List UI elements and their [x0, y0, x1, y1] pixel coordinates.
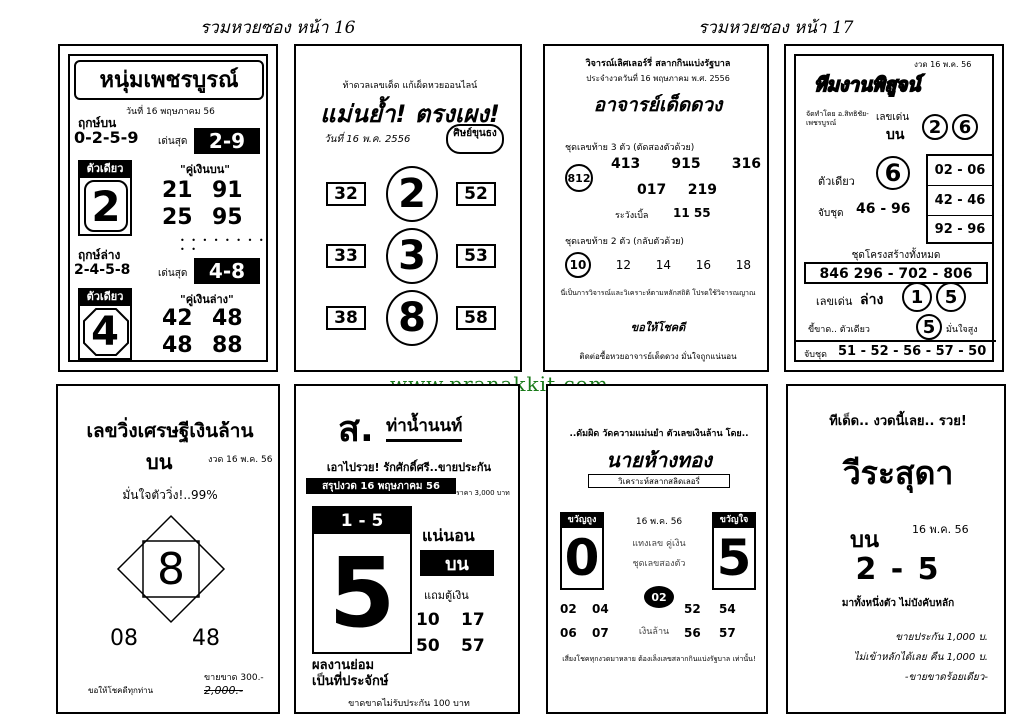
hot-position: บน [886, 127, 905, 143]
watch-label: ระวังเบิ้ล [615, 211, 649, 221]
date-text: ประจำงวดวันที่ 16 พฤษภาคม พ.ศ. 2556 [586, 74, 730, 83]
pair-numbers: 46 - 96 [856, 201, 911, 217]
watch-numbers: 11 55 [673, 206, 711, 220]
page-header-left: รวมหวยซอง หน้า 16 [200, 18, 356, 38]
signature: ขอให้โชคดี [630, 321, 686, 334]
pair-bottom-1: 42 [162, 306, 193, 331]
left-num: 38 [326, 306, 366, 330]
title-prefix: ส. [338, 409, 374, 450]
date-text: วันที่ 16 พ.ค. 2556 [324, 134, 411, 145]
panel-title: หนุ่มเพชรบูรณ์ [74, 60, 264, 100]
price-line: ไม่เข้าหลักได้เลย คืน 1,000 บ. [853, 652, 988, 663]
pair-label-bottom: "คู่เงินล่าง" [180, 293, 234, 306]
position-label: บน [850, 528, 880, 553]
right-row: 02 - 06 [928, 156, 992, 186]
price-text: ขายขาด 300.- [204, 673, 264, 683]
bonus-pair: 17 [461, 610, 485, 630]
set-numbers: 51 - 52 - 56 - 57 - 50 [838, 344, 987, 359]
date-text: 16 พ.ค. 56 [912, 523, 969, 536]
panel-nai-hang-thong [546, 384, 768, 714]
bonus-pair: 50 [416, 636, 440, 656]
right-row: 42 - 46 [928, 186, 992, 216]
struct-numbers: 846 296 - 702 - 806 [804, 262, 988, 284]
right-digit: 5 [712, 526, 756, 590]
footer-text: ขาดขาดไม่รับประกัน 100 บาท [348, 699, 470, 709]
pair-label-top: "คู่เงินบน" [180, 163, 230, 176]
right-num: 57 [719, 626, 736, 640]
right-label: ขวัญใจ [712, 512, 756, 526]
right-num: 52 [684, 602, 701, 616]
pair-top-2: 91 [212, 178, 243, 203]
low-num-1: 1 [902, 282, 932, 312]
right-num: 58 [456, 306, 496, 330]
pair-label: 1 - 5 [314, 508, 410, 534]
bonus-label: แถมตู้เงิน [424, 589, 469, 602]
panel-title: วีระสุดา [842, 454, 954, 492]
main-digit: 5 [328, 537, 396, 649]
panel-inner-frame [794, 54, 994, 362]
panel-ajarn-detduang [543, 44, 769, 372]
two-num-circled: 10 [565, 252, 591, 278]
result-text: ผลงานย่อม เป็นที่ประจักษ์ [312, 658, 389, 689]
panel-title: แม่นย้ำ! ตรงเผง! [320, 100, 500, 128]
struct-label: ชุดโครงสร้างทั้งหมด [851, 250, 941, 261]
price-line: -ขายขาดร้อยเดียว- [904, 672, 988, 683]
mid-text-1: แทงเลข คู่เงิน [632, 539, 686, 549]
single-label-top: ตัวเดียว [78, 160, 132, 176]
single-label: ตัวเดียว [818, 175, 855, 188]
right-num: 53 [456, 244, 496, 268]
footer-text: เสี่ยงโชคทุกงวดมาหลาย ต้องเล็งเลขสลากกินแบ่งรัฐบาล เท่านั้น! [562, 655, 756, 663]
pair-top-1: 21 [162, 178, 193, 203]
panel-num-phetchabun [58, 44, 278, 372]
slogan: เอาไปรวย! รักศักดิ์ศรี..ขายประกัน [326, 461, 492, 474]
date-bar: สรุปงวด 16 พฤษภาคม 56 [306, 478, 456, 494]
main-num: 2 [386, 166, 438, 222]
right-num: 54 [719, 602, 736, 616]
left-num: 02 [560, 602, 577, 616]
main-num: 3 [386, 228, 438, 284]
note-text: นี่เป็นการวิจารณ์และวิเคราะห์ตามหลักสถิติ โปรดใช้วิจารณญาณ [560, 289, 756, 297]
badge: ศิษย์ขุนธง [446, 124, 504, 154]
old-price-text: 2,000.- [204, 684, 243, 697]
left-label: ขวัญถูง [560, 512, 604, 526]
confirm-label: ขี้ขาด.. ตัวเดียว [808, 325, 870, 335]
row-1 [326, 166, 496, 226]
low-position: ล่าง [860, 292, 884, 308]
single-top-digit: 2 [84, 180, 128, 232]
circled-pair: 02 [644, 586, 674, 608]
three-num: 219 [687, 182, 717, 198]
left-num: 07 [592, 626, 609, 640]
three-row-2 [637, 182, 717, 198]
bless-text: ขอให้โชคดีทุกท่าน [88, 686, 154, 695]
tagline: ท้าดวลเลขเด็ด แก้เผ็ดหวยออนไลน์ [342, 81, 478, 91]
hot-top-box: 2-9 [194, 128, 260, 154]
bonus-pair: 57 [461, 636, 485, 656]
right-num: 52 [456, 182, 496, 206]
page-header-right: รวมหวยซอง หน้า 17 [698, 18, 854, 38]
right-numbers [684, 602, 754, 640]
two-digit-label: ชุดเลขท้าย 2 ตัว (กลับตัวด้วย) [565, 237, 684, 247]
panel-title: อาจารย์เด็ดดวง [593, 94, 723, 116]
dotted-divider: • • • • • • • • • • [180, 236, 266, 254]
panel-weera-suda [786, 384, 1006, 714]
two-num: 12 [615, 258, 631, 272]
right-num: 56 [684, 626, 701, 640]
single-bottom-digit: 4 [91, 309, 119, 355]
tagline: ทีเด็ด.. งวดนี้เลย.. รวย! [829, 414, 967, 429]
single-top-frame [78, 176, 132, 236]
pair-right: 48 [192, 626, 220, 651]
hot-num-1: 2 [922, 114, 948, 140]
date-text: งวด 16 พ.ค. 56 [208, 455, 273, 465]
circled-number: 812 [565, 164, 593, 192]
left-num: 06 [560, 626, 577, 640]
org-text: วิจารณ์เลิศเลอร์รี่ สลากกินแบ่งรัฐบาล [585, 59, 731, 69]
set-label: จับชุด [804, 350, 827, 360]
main-digit: 8 [157, 543, 185, 595]
pairs-top-grid [162, 178, 262, 230]
tagline: มั่นใจตัววิ่ง!..99% [122, 488, 218, 502]
pair-bottom-3: 48 [162, 333, 193, 358]
single-bottom-frame [78, 304, 132, 360]
two-num: 18 [735, 258, 751, 272]
main-box [312, 506, 412, 654]
mid-text-2: ชุดเลขสองตัว [632, 559, 686, 569]
sure-label: แน่นอน [422, 526, 475, 545]
position-box: บน [420, 550, 494, 576]
bottom-label: ฤกษ์ล่าง [78, 248, 121, 262]
hot-num-2: 6 [952, 114, 978, 140]
right-row: 92 - 96 [934, 222, 986, 237]
footer-text: ติดต่อซื้อหวยอาจารย์เด็ดดวง มั่นใจถูกแน่นอน [579, 352, 737, 361]
hot-bottom-box: 4-8 [194, 258, 260, 284]
bonus-pair: 10 [416, 610, 440, 630]
pair-top-3: 25 [162, 205, 193, 230]
two-num: 14 [655, 258, 671, 272]
price-list [854, 628, 988, 688]
three-num: 017 [637, 182, 667, 198]
title-name: ท่าน้ำนนท์ [386, 412, 462, 442]
two-num: 16 [695, 258, 711, 272]
single-digit: 6 [876, 156, 910, 190]
row-3 [326, 290, 496, 350]
position-label: บน [146, 450, 173, 474]
pair-left: 08 [110, 626, 138, 651]
subtitle: วิเคราะห์สลากสลิดเลอรี่ [588, 474, 730, 488]
pair-numbers: 2 - 5 [855, 552, 941, 587]
pair-top-4: 95 [212, 205, 243, 230]
bottom-sequence: 2-4-5-8 [74, 262, 131, 278]
date-text: วันที่ 16 พฤษภาคม 56 [126, 107, 215, 117]
left-num: 04 [592, 602, 609, 616]
note-text: มาทั้งหนึ่งตัว ไม่บังคับหลัก [841, 598, 955, 609]
three-num: 316 [731, 156, 761, 172]
panel-maen-yam [294, 44, 522, 372]
top-label: ฤกษ์บน [78, 116, 117, 130]
low-label: เลขเด่น [816, 295, 853, 308]
price-line: ขายประกัน 1,000 บ. [895, 632, 988, 643]
three-row-1 [611, 156, 761, 172]
left-num: 33 [326, 244, 366, 268]
hot-label-top: เด่นสุด [158, 136, 188, 147]
hot-label-bottom: เด่นสุด [158, 268, 188, 279]
pair-bottom-2: 48 [212, 306, 243, 331]
left-num: 32 [326, 182, 366, 206]
low-num-2: 5 [936, 282, 966, 312]
panel-tha-nam-non [294, 384, 520, 714]
subtitle: จัดทำโดย อ.สิทธิชัย-เพชรบูรณ์ [806, 110, 869, 127]
pairs-bottom-grid [162, 306, 262, 358]
panel-title: เลขวิ่งเศรษฐีเงินล้าน [86, 420, 254, 442]
panel-setthi [56, 384, 280, 714]
top-sequence: 0-2-5-9 [74, 128, 139, 147]
three-digit-label: ชุดเลขท้าย 3 ตัว (ตัดสองตัวด้วย) [565, 143, 695, 153]
date-text: 16 พ.ค. 56 [635, 517, 683, 527]
pair-bottom-4: 88 [212, 333, 243, 358]
row-2 [326, 228, 496, 288]
hot-label: เลขเด่น [876, 112, 910, 123]
panel-inner-frame [68, 54, 268, 362]
left-numbers [560, 602, 624, 640]
confirm-digit: 5 [916, 314, 942, 340]
price-text: ราคา 3,000 บาท [456, 489, 510, 497]
panel-team-proof [784, 44, 1004, 372]
right-box [926, 154, 994, 244]
confirm-tail: มั่นใจสูง [946, 325, 978, 335]
bonus-pairs [416, 610, 506, 656]
three-num: 413 [611, 156, 641, 172]
set-bar [796, 340, 996, 362]
panel-title: นายห้างทอง [606, 448, 712, 472]
mid-text-3: เงินล้าน [638, 627, 670, 637]
pair-label: จับชุด [818, 208, 844, 219]
left-digit: 0 [560, 526, 604, 590]
panel-title: ทีมงานพิสูจน์ [814, 74, 921, 96]
main-num: 8 [386, 290, 438, 346]
tagline: ..ดัมผิด วัดความแม่นยำ ตัวเลขเงินล้าน โดย.. [569, 429, 749, 439]
single-label-bottom: ตัวเดียว [78, 288, 132, 304]
three-num: 915 [671, 156, 701, 172]
date-text: งวด 16 พ.ค. 56 [914, 60, 972, 69]
two-digit-row [565, 252, 751, 278]
